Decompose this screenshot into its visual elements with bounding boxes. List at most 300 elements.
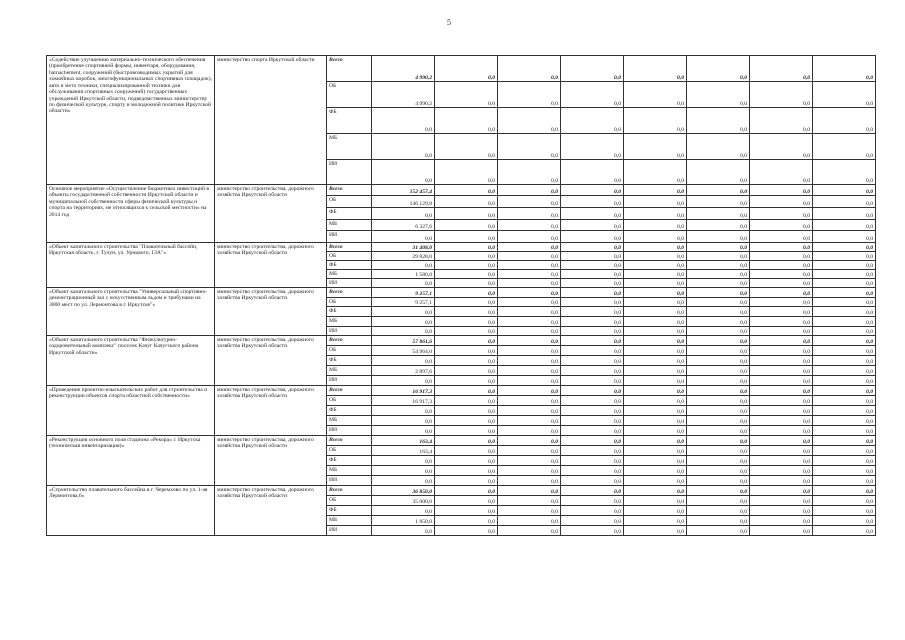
year-amount: 0,0 — [750, 243, 813, 252]
year-amount: 0,0 — [750, 317, 813, 327]
budget-table — [46, 55, 876, 536]
table-row — [47, 436, 876, 446]
year-amount: 0,0 — [624, 82, 687, 108]
year-amount: 0,0 — [561, 279, 624, 288]
year-amount: 0,0 — [435, 231, 498, 243]
year-amount: 0,0 — [435, 376, 498, 386]
total-amount: 0,0 — [372, 317, 435, 327]
funding-source-ii: ИИ — [327, 327, 372, 336]
funding-source-mb: МБ — [327, 270, 372, 279]
total-amount: 0,0 — [372, 134, 435, 160]
table-row — [47, 185, 876, 196]
year-amount: 0,0 — [624, 288, 687, 298]
year-amount: 0,0 — [561, 56, 624, 82]
funding-source-fb: ФБ — [327, 406, 372, 416]
year-amount: 0,0 — [498, 466, 561, 476]
year-amount: 0,0 — [435, 526, 498, 536]
year-amount: 0,0 — [498, 134, 561, 160]
year-amount: 0,0 — [561, 436, 624, 446]
year-amount: 0,0 — [687, 376, 750, 386]
year-amount: 0,0 — [624, 466, 687, 476]
year-amount: 0,0 — [813, 270, 876, 279]
funding-source-total-src: Всего — [327, 56, 372, 82]
year-amount: 0,0 — [561, 446, 624, 456]
year-amount: 0,0 — [498, 436, 561, 446]
page-number: 5 — [447, 18, 451, 27]
total-amount: 57 861,6 — [372, 336, 435, 346]
year-amount: 0,0 — [687, 208, 750, 220]
total-amount: 163,4 — [372, 436, 435, 446]
year-amount: 0,0 — [498, 506, 561, 516]
year-amount: 0,0 — [498, 208, 561, 220]
total-amount: 54 964,0 — [372, 346, 435, 356]
year-amount: 0,0 — [750, 108, 813, 134]
total-amount: 0,0 — [372, 476, 435, 486]
funding-source-total-src: Всего — [327, 386, 372, 396]
year-amount: 0,0 — [435, 279, 498, 288]
year-amount: 0,0 — [561, 336, 624, 346]
year-amount: 0,0 — [498, 270, 561, 279]
total-amount: 0,0 — [372, 376, 435, 386]
year-amount: 0,0 — [498, 386, 561, 396]
year-amount: 0,0 — [498, 279, 561, 288]
year-amount: 0,0 — [498, 56, 561, 82]
executor-name: министерство спорта Иркутской области — [215, 56, 327, 185]
year-amount: 0,0 — [687, 196, 750, 208]
year-amount: 0,0 — [687, 526, 750, 536]
year-amount: 0,0 — [561, 208, 624, 220]
funding-source-ob: ОБ — [327, 196, 372, 208]
year-amount: 0,0 — [435, 476, 498, 486]
total-amount: 36 850,0 — [372, 486, 435, 496]
year-amount: 0,0 — [750, 134, 813, 160]
total-amount: 0,0 — [372, 526, 435, 536]
year-amount: 0,0 — [435, 252, 498, 261]
funding-source-ii: ИИ — [327, 526, 372, 536]
year-amount: 0,0 — [687, 220, 750, 231]
year-amount: 0,0 — [813, 307, 876, 317]
year-amount: 0,0 — [561, 185, 624, 196]
year-amount: 0,0 — [624, 231, 687, 243]
total-amount: 4 990,2 — [372, 82, 435, 108]
year-amount: 0,0 — [813, 56, 876, 82]
year-amount: 0,0 — [561, 134, 624, 160]
year-amount: 0,0 — [561, 270, 624, 279]
year-amount: 0,0 — [498, 356, 561, 366]
year-amount: 0,0 — [435, 208, 498, 220]
year-amount: 0,0 — [435, 82, 498, 108]
year-amount: 0,0 — [813, 436, 876, 446]
total-amount: 0,0 — [372, 356, 435, 366]
year-amount: 0,0 — [687, 82, 750, 108]
year-amount: 0,0 — [813, 327, 876, 336]
year-amount: 0,0 — [813, 298, 876, 307]
total-amount: 0,0 — [372, 416, 435, 426]
table-row — [47, 288, 876, 298]
funding-source-fb: ФБ — [327, 456, 372, 466]
year-amount: 0,0 — [813, 261, 876, 270]
executor-name: министерство строительства, дорожного хозяйства Иркутской области — [215, 243, 327, 288]
year-amount: 0,0 — [624, 496, 687, 506]
year-amount: 0,0 — [561, 506, 624, 516]
total-amount: 152 457,4 — [372, 185, 435, 196]
year-amount: 0,0 — [624, 185, 687, 196]
year-amount: 0,0 — [561, 252, 624, 261]
year-amount: 0,0 — [435, 516, 498, 526]
total-amount: 0,0 — [372, 406, 435, 416]
year-amount: 0,0 — [498, 336, 561, 346]
year-amount: 0,0 — [750, 526, 813, 536]
table-body — [47, 56, 876, 536]
funding-source-total-src: Всего — [327, 336, 372, 346]
year-amount: 0,0 — [687, 396, 750, 406]
year-amount: 0,0 — [498, 446, 561, 456]
year-amount: 0,0 — [687, 279, 750, 288]
activity-name: «Реконструкция основного поля стадиона «Рекорд» г. Иркутска (техническая инвентаризация)» — [47, 436, 215, 486]
funding-source-fb: ФБ — [327, 506, 372, 516]
funding-source-ii: ИИ — [327, 279, 372, 288]
year-amount: 0,0 — [624, 307, 687, 317]
year-amount: 0,0 — [624, 252, 687, 261]
year-amount: 0,0 — [687, 386, 750, 396]
year-amount: 0,0 — [624, 446, 687, 456]
year-amount: 0,0 — [498, 327, 561, 336]
activity-name: «Строительство плавательного бассейна в г. Черемхово по ул. 1-ая Лермонтова,6» — [47, 486, 215, 536]
year-amount: 0,0 — [435, 134, 498, 160]
funding-source-fb: ФБ — [327, 108, 372, 134]
year-amount: 0,0 — [435, 261, 498, 270]
funding-source-fb: ФБ — [327, 261, 372, 270]
year-amount: 0,0 — [687, 426, 750, 436]
year-amount: 0,0 — [813, 243, 876, 252]
year-amount: 0,0 — [435, 356, 498, 366]
year-amount: 0,0 — [750, 261, 813, 270]
year-amount: 0,0 — [498, 346, 561, 356]
year-amount: 0,0 — [498, 288, 561, 298]
year-amount: 0,0 — [750, 231, 813, 243]
funding-source-mb: МБ — [327, 220, 372, 231]
year-amount: 0,0 — [813, 231, 876, 243]
year-amount: 0,0 — [624, 526, 687, 536]
funding-source-mb: МБ — [327, 416, 372, 426]
year-amount: 0,0 — [750, 376, 813, 386]
year-amount: 0,0 — [813, 486, 876, 496]
funding-source-ob: ОБ — [327, 496, 372, 506]
funding-source-ob: ОБ — [327, 82, 372, 108]
total-amount: 0,0 — [372, 456, 435, 466]
total-amount: 0,0 — [372, 466, 435, 476]
year-amount: 0,0 — [687, 416, 750, 426]
year-amount: 0,0 — [687, 436, 750, 446]
year-amount: 0,0 — [813, 416, 876, 426]
year-amount: 0,0 — [624, 396, 687, 406]
year-amount: 0,0 — [561, 486, 624, 496]
year-amount: 0,0 — [624, 56, 687, 82]
funding-source-ii: ИИ — [327, 476, 372, 486]
year-amount: 0,0 — [624, 486, 687, 496]
total-amount: 0,0 — [372, 307, 435, 317]
year-amount: 0,0 — [687, 56, 750, 82]
total-amount: 0,0 — [372, 160, 435, 185]
total-amount: 31 408,0 — [372, 243, 435, 252]
year-amount: 0,0 — [624, 406, 687, 416]
year-amount: 0,0 — [561, 288, 624, 298]
year-amount: 0,0 — [687, 298, 750, 307]
total-amount: 9 257,1 — [372, 298, 435, 307]
year-amount: 0,0 — [687, 356, 750, 366]
year-amount: 0,0 — [498, 160, 561, 185]
year-amount: 0,0 — [750, 252, 813, 261]
executor-name: министерство строительства, дорожного хозяйства Иркутской области — [215, 436, 327, 486]
year-amount: 0,0 — [561, 396, 624, 406]
year-amount: 0,0 — [435, 270, 498, 279]
year-amount: 0,0 — [561, 476, 624, 486]
year-amount: 0,0 — [687, 288, 750, 298]
total-amount: 146 129,8 — [372, 196, 435, 208]
table-row — [47, 486, 876, 496]
year-amount: 0,0 — [750, 416, 813, 426]
total-amount: 0,0 — [372, 279, 435, 288]
year-amount: 0,0 — [561, 108, 624, 134]
year-amount: 0,0 — [813, 456, 876, 466]
funding-source-mb: МБ — [327, 466, 372, 476]
year-amount: 0,0 — [498, 516, 561, 526]
total-amount: 0,0 — [372, 261, 435, 270]
year-amount: 0,0 — [813, 220, 876, 231]
funding-source-ii: ИИ — [327, 376, 372, 386]
total-amount: 0,0 — [372, 208, 435, 220]
year-amount: 0,0 — [624, 416, 687, 426]
total-amount: 0,0 — [372, 506, 435, 516]
year-amount: 0,0 — [624, 376, 687, 386]
year-amount: 0,0 — [624, 356, 687, 366]
year-amount: 0,0 — [813, 108, 876, 134]
year-amount: 0,0 — [687, 366, 750, 376]
year-amount: 0,0 — [624, 506, 687, 516]
year-amount: 0,0 — [561, 386, 624, 396]
year-amount: 0,0 — [435, 336, 498, 346]
year-amount: 0,0 — [498, 243, 561, 252]
year-amount: 0,0 — [498, 406, 561, 416]
year-amount: 0,0 — [687, 336, 750, 346]
year-amount: 0,0 — [435, 317, 498, 327]
year-amount: 0,0 — [498, 307, 561, 317]
year-amount: 0,0 — [687, 108, 750, 134]
year-amount: 0,0 — [624, 516, 687, 526]
total-amount: 6 327,6 — [372, 220, 435, 231]
year-amount: 0,0 — [561, 220, 624, 231]
year-amount: 0,0 — [750, 270, 813, 279]
year-amount: 0,0 — [498, 476, 561, 486]
year-amount: 0,0 — [687, 160, 750, 185]
year-amount: 0,0 — [561, 516, 624, 526]
year-amount: 0,0 — [435, 436, 498, 446]
year-amount: 0,0 — [750, 307, 813, 317]
year-amount: 0,0 — [498, 252, 561, 261]
year-amount: 0,0 — [435, 56, 498, 82]
total-amount: 0,0 — [372, 426, 435, 436]
activity-name: Основное мероприятие «Осуществление бюджетных инвестиций в объекты государственной собственности Иркутской области и муниципальной собственности сферы физической культуры и спорта на территориях, не относящихся к сельской местности» на 2014 год — [47, 185, 215, 243]
year-amount: 0,0 — [624, 336, 687, 346]
year-amount: 0,0 — [498, 261, 561, 270]
year-amount: 0,0 — [687, 327, 750, 336]
year-amount: 0,0 — [498, 82, 561, 108]
year-amount: 0,0 — [750, 386, 813, 396]
total-amount: 16 917,3 — [372, 386, 435, 396]
executor-name: министерство строительства, дорожного хозяйства Иркутской области — [215, 336, 327, 386]
year-amount: 0,0 — [687, 270, 750, 279]
year-amount: 0,0 — [813, 196, 876, 208]
year-amount: 0,0 — [498, 185, 561, 196]
executor-name: министерство строительства, дорожного хозяйства Иркутской области — [215, 386, 327, 436]
year-amount: 0,0 — [687, 496, 750, 506]
year-amount: 0,0 — [687, 317, 750, 327]
funding-source-mb: МБ — [327, 134, 372, 160]
year-amount: 0,0 — [498, 396, 561, 406]
year-amount: 0,0 — [750, 396, 813, 406]
year-amount: 0,0 — [624, 220, 687, 231]
year-amount: 0,0 — [435, 426, 498, 436]
year-amount: 0,0 — [813, 396, 876, 406]
year-amount: 0,0 — [813, 526, 876, 536]
year-amount: 0,0 — [813, 516, 876, 526]
year-amount: 0,0 — [435, 160, 498, 185]
year-amount: 0,0 — [813, 279, 876, 288]
funding-source-mb: МБ — [327, 317, 372, 327]
year-amount: 0,0 — [813, 356, 876, 366]
year-amount: 0,0 — [687, 261, 750, 270]
year-amount: 0,0 — [750, 56, 813, 82]
year-amount: 0,0 — [750, 486, 813, 496]
year-amount: 0,0 — [687, 243, 750, 252]
year-amount: 0,0 — [687, 456, 750, 466]
year-amount: 0,0 — [750, 356, 813, 366]
year-amount: 0,0 — [498, 416, 561, 426]
activity-name: «Объект капитального строительства "Физкультурно-оздоровительный комплекс" поселок Качуг Качугского района Иркутской области» — [47, 336, 215, 386]
activity-name: «Проведение проектно-изыскательских работ для строительства и реконструкции объектов спорта областной собственности» — [47, 386, 215, 436]
year-amount: 0,0 — [813, 426, 876, 436]
year-amount: 0,0 — [561, 317, 624, 327]
year-amount: 0,0 — [498, 196, 561, 208]
year-amount: 0,0 — [624, 134, 687, 160]
year-amount: 0,0 — [687, 346, 750, 356]
year-amount: 0,0 — [750, 298, 813, 307]
activity-name: «Объект капитального строительства "Универсальный спортивно-демонстрационный зал с искусственным льдом и трибунами на 3000 мест по ул. Лермонтова в г. Иркутске"» — [47, 288, 215, 336]
year-amount: 0,0 — [435, 298, 498, 307]
year-amount: 0,0 — [687, 252, 750, 261]
table-row — [47, 336, 876, 346]
year-amount: 0,0 — [561, 356, 624, 366]
total-amount: 0,0 — [372, 108, 435, 134]
year-amount: 0,0 — [435, 327, 498, 336]
year-amount: 0,0 — [435, 486, 498, 496]
year-amount: 0,0 — [687, 307, 750, 317]
year-amount: 0,0 — [624, 386, 687, 396]
year-amount: 0,0 — [624, 208, 687, 220]
year-amount: 0,0 — [561, 496, 624, 506]
year-amount: 0,0 — [624, 436, 687, 446]
year-amount: 0,0 — [624, 327, 687, 336]
year-amount: 0,0 — [435, 196, 498, 208]
year-amount: 0,0 — [750, 220, 813, 231]
year-amount: 0,0 — [561, 196, 624, 208]
year-amount: 0,0 — [435, 243, 498, 252]
year-amount: 0,0 — [435, 416, 498, 426]
year-amount: 0,0 — [498, 496, 561, 506]
year-amount: 0,0 — [435, 220, 498, 231]
year-amount: 0,0 — [561, 426, 624, 436]
year-amount: 0,0 — [624, 196, 687, 208]
year-amount: 0,0 — [750, 506, 813, 516]
year-amount: 0,0 — [498, 231, 561, 243]
year-amount: 0,0 — [813, 386, 876, 396]
year-amount: 0,0 — [750, 366, 813, 376]
year-amount: 0,0 — [435, 185, 498, 196]
year-amount: 0,0 — [435, 366, 498, 376]
year-amount: 0,0 — [561, 376, 624, 386]
year-amount: 0,0 — [813, 466, 876, 476]
year-amount: 0,0 — [435, 456, 498, 466]
year-amount: 0,0 — [561, 327, 624, 336]
year-amount: 0,0 — [498, 317, 561, 327]
year-amount: 0,0 — [435, 506, 498, 516]
table-row — [47, 56, 876, 82]
year-amount: 0,0 — [624, 270, 687, 279]
year-amount: 0,0 — [750, 466, 813, 476]
activity-name: «Содействие улучшению материально-технического обеспечения (приобретение спортивной формы, инвентаря, оборудования, harnachement, сооружений (быстровозводимых укрытий для хоккейных коробок, многофункциональных спортивных площадок), авто и мото техники, специализированной техники для обслуживания спортивных сооружений) государственных учреждений Иркутской области, подведомственных министерству по физической культуре, спорту и молодежной политике Иркутской области» — [47, 56, 215, 185]
year-amount: 0,0 — [813, 496, 876, 506]
year-amount: 0,0 — [813, 336, 876, 346]
year-amount: 0,0 — [561, 366, 624, 376]
year-amount: 0,0 — [561, 82, 624, 108]
year-amount: 0,0 — [498, 366, 561, 376]
year-amount: 0,0 — [561, 298, 624, 307]
year-amount: 0,0 — [498, 456, 561, 466]
year-amount: 0,0 — [687, 476, 750, 486]
total-amount: 1 850,0 — [372, 516, 435, 526]
year-amount: 0,0 — [435, 346, 498, 356]
year-amount: 0,0 — [624, 279, 687, 288]
funding-source-total-src: Всего — [327, 185, 372, 196]
year-amount: 0,0 — [750, 327, 813, 336]
year-amount: 0,0 — [750, 406, 813, 416]
year-amount: 0,0 — [561, 231, 624, 243]
year-amount: 0,0 — [750, 279, 813, 288]
year-amount: 0,0 — [561, 466, 624, 476]
year-amount: 0,0 — [624, 476, 687, 486]
funding-source-ii: ИИ — [327, 231, 372, 243]
total-amount: 4 990,2 — [372, 56, 435, 82]
year-amount: 0,0 — [561, 416, 624, 426]
executor-name: министерство строительства, дорожного хозяйства Иркутской области — [215, 486, 327, 536]
year-amount: 0,0 — [498, 376, 561, 386]
year-amount: 0,0 — [813, 476, 876, 486]
year-amount: 0,0 — [687, 134, 750, 160]
year-amount: 0,0 — [813, 506, 876, 516]
total-amount: 163,4 — [372, 446, 435, 456]
year-amount: 0,0 — [624, 426, 687, 436]
year-amount: 0,0 — [687, 516, 750, 526]
year-amount: 0,0 — [813, 446, 876, 456]
year-amount: 0,0 — [687, 406, 750, 416]
year-amount: 0,0 — [435, 406, 498, 416]
year-amount: 0,0 — [687, 231, 750, 243]
year-amount: 0,0 — [813, 208, 876, 220]
funding-source-ii: ИИ — [327, 160, 372, 185]
year-amount: 0,0 — [561, 346, 624, 356]
year-amount: 0,0 — [435, 386, 498, 396]
year-amount: 0,0 — [498, 220, 561, 231]
